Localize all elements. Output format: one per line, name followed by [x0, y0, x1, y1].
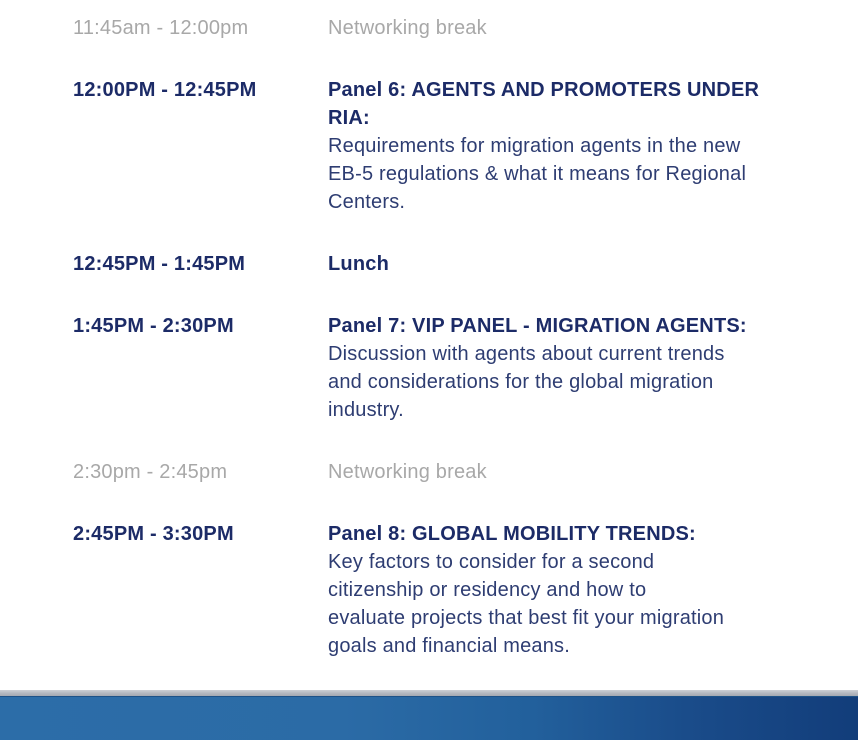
session-time: 11:45am - 12:00pm: [73, 17, 249, 39]
session-title: Networking break: [328, 461, 487, 483]
session-time: 12:45PM - 1:45PM: [73, 253, 246, 275]
schedule-row: [73, 14, 788, 42]
session-entry: [328, 76, 788, 216]
session-title: Networking break: [328, 17, 487, 39]
session-time: 1:45PM - 2:30PM: [73, 315, 234, 337]
session-time: 12:00PM - 12:45PM: [73, 79, 257, 101]
session-title: Lunch: [328, 253, 389, 275]
session-description-line: goals and financial means.: [328, 635, 571, 657]
session-description-line: industry.: [328, 399, 404, 421]
session-entry: [328, 312, 788, 424]
session-entry: [328, 14, 788, 42]
session-description-line: Discussion with agents about current trends: [328, 343, 725, 365]
session-description-line: citizenship or residency and how to: [328, 579, 647, 601]
schedule-row: [73, 76, 788, 216]
session-description-line: and considerations for the global migration: [328, 371, 714, 393]
session-description-line: Centers.: [328, 191, 406, 213]
session-description-line: Key factors to consider for a second: [328, 551, 655, 573]
session-title: Panel 7: VIP PANEL - MIGRATION AGENTS:: [328, 315, 747, 337]
session-title: Panel 8: GLOBAL MOBILITY TRENDS:: [328, 523, 696, 545]
schedule-row: [73, 250, 788, 278]
session-entry: [328, 458, 788, 486]
session-description-line: evaluate projects that best fit your migration: [328, 607, 725, 629]
session-description-line: EB-5 regulations & what it means for Regional: [328, 163, 747, 185]
session-entry: [328, 250, 788, 278]
session-time: 2:30pm - 2:45pm: [73, 461, 228, 483]
page-footer: [0, 690, 858, 740]
footer-accent-bar: [0, 696, 858, 740]
session-title: Panel 6: AGENTS AND PROMOTERS UNDER RIA:: [328, 79, 760, 129]
schedule-row: [73, 458, 788, 486]
session-time: 2:45PM - 3:30PM: [73, 523, 234, 545]
session-entry: [328, 520, 788, 660]
session-description-line: Requirements for migration agents in the new: [328, 135, 741, 157]
schedule-row: [73, 520, 788, 660]
schedule-row: [73, 312, 788, 424]
